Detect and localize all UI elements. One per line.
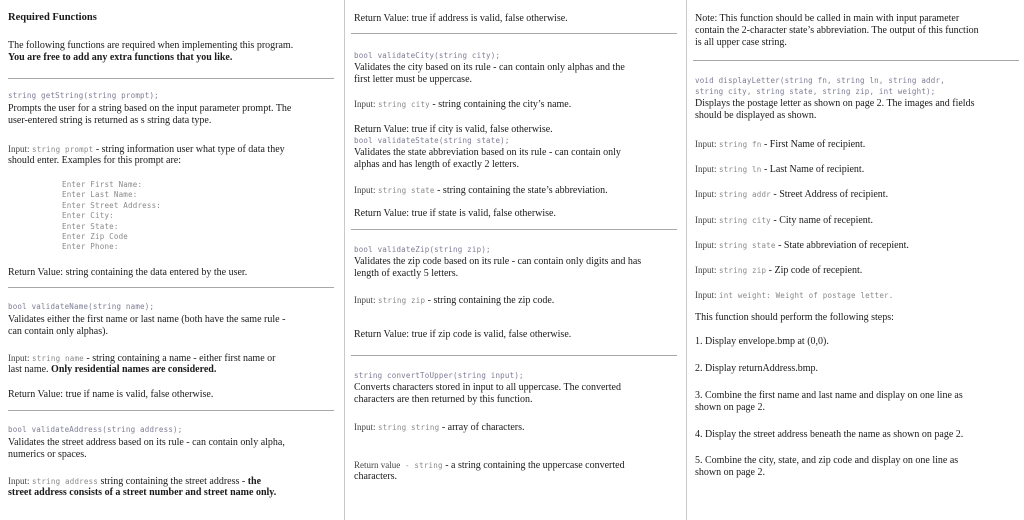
validatestate-description: Validates the state abbreviation based on its rule - can contain only bbox=[354, 147, 621, 158]
prompt-example: Enter Zip Code bbox=[62, 232, 129, 241]
displayletter-input: Input: string addr - Street Address of recipient. bbox=[695, 189, 889, 200]
validatestate-input: Input: string state - string containing the state’s abbreviation. bbox=[354, 185, 608, 196]
step-3: shown on page 2. bbox=[695, 402, 765, 413]
column-3 bbox=[686, 0, 1024, 520]
divider bbox=[351, 229, 677, 230]
divider bbox=[8, 287, 334, 288]
converttoupper-return-desc: characters. bbox=[354, 471, 398, 482]
column-1 bbox=[0, 0, 344, 520]
prompt-example: Enter Street Address: bbox=[62, 200, 162, 210]
displayletter-description: should be displayed as shown. bbox=[695, 110, 817, 121]
step-2: 2. Display returnAddress.bmp. bbox=[695, 363, 819, 374]
validatezip-return: Return Value: true if zip code is valid, false otherwise. bbox=[354, 329, 572, 340]
intro-text: The following functions are required when implementing this program. bbox=[8, 40, 294, 51]
validateaddress-description: Validates the street address based on its rule - can contain only alpha, bbox=[8, 437, 285, 448]
displayletter-input: Input: string fn - First Name of recipient. bbox=[695, 139, 866, 150]
converttoupper-description: characters are then returned by this function. bbox=[354, 394, 533, 405]
getstring-input: Input: string prompt - string information user what type of data they bbox=[8, 144, 285, 155]
validatestate-return: Return Value: true if state is valid, false otherwise. bbox=[354, 208, 556, 219]
validatename-signature: bool validateName(string name); bbox=[8, 302, 155, 311]
validatename-description: Validates either the first name or last name (both have the same rule - bbox=[8, 314, 286, 325]
prompt-example: Enter Phone: bbox=[62, 242, 119, 252]
address-return: Return Value: true if address is valid, false otherwise. bbox=[354, 13, 568, 24]
converttoupper-input: Input: string string - array of characters. bbox=[354, 422, 525, 433]
validatecity-signature: bool validateCity(string city); bbox=[354, 51, 501, 60]
validatezip-description: Validates the zip code based on its rule - can contain only digits and has bbox=[354, 256, 642, 267]
divider bbox=[8, 410, 334, 411]
getstring-signature: string getString(string prompt); bbox=[8, 91, 159, 100]
steps-intro: This function should perform the following steps: bbox=[695, 312, 894, 323]
validateaddress-signature: bool validateAddress(string address); bbox=[8, 425, 183, 434]
step-3: 3. Combine the first name and last name and display on one line as bbox=[695, 390, 963, 401]
prompt-example: Enter City: bbox=[62, 211, 114, 221]
displayletter-description: Displays the postage letter as shown on page 2. The images and fields bbox=[695, 98, 975, 109]
validatename-description: can contain only alphas). bbox=[8, 326, 108, 337]
displayletter-input: Input: string zip - Zip code of recepient. bbox=[695, 265, 863, 276]
note-text: contain the 2-character state’s abbreviation. The output of this function bbox=[695, 25, 979, 36]
converttoupper-description: Converts characters stored in input to all uppercase. The converted bbox=[354, 382, 621, 393]
validateaddress-input: Input: string address string containing the street address - the bbox=[8, 476, 262, 487]
validatestate-description: alphas and has length of exactly 2 letters. bbox=[354, 159, 519, 170]
section-heading: Required Functions bbox=[8, 12, 97, 23]
divider bbox=[693, 60, 1019, 61]
step-5: shown on page 2. bbox=[695, 467, 765, 478]
converttoupper-signature: string convertToUpper(string input); bbox=[354, 371, 524, 380]
step-5: 5. Combine the city, state, and zip code and display on one line as bbox=[695, 455, 959, 466]
validatezip-description: length of exactly 5 letters. bbox=[354, 268, 459, 279]
getstring-return: Return Value: string containing the data entered by the user. bbox=[8, 267, 248, 278]
intro-text-bold: You are free to add any extra functions that you like. bbox=[8, 52, 233, 63]
validatename-input-desc: last name. Only residential names are considered. bbox=[8, 364, 217, 375]
converttoupper-return: Return value - string - a string containing the uppercase converted bbox=[354, 460, 625, 471]
step-1: 1. Display envelope.bmp at (0,0). bbox=[695, 336, 829, 347]
getstring-description: Prompts the user for a string based on the input parameter prompt. The bbox=[8, 103, 292, 114]
validatecity-input: Input: string city - string containing the city’s name. bbox=[354, 99, 572, 110]
prompt-example: Enter Last Name: bbox=[62, 190, 138, 200]
displayletter-signature: void displayLetter(string fn, string ln, string addr, bbox=[695, 76, 945, 85]
validatestate-signature: bool validateState(string state); bbox=[354, 136, 510, 145]
validatezip-signature: bool validateZip(string zip); bbox=[354, 245, 491, 254]
displayletter-input: Input: string ln - Last Name of recipient. bbox=[695, 164, 865, 175]
getstring-input-desc: should enter. Examples for this prompt are: bbox=[8, 155, 182, 166]
column-2 bbox=[344, 0, 687, 520]
displayletter-input: Input: string state - State abbreviation of recepient. bbox=[695, 240, 909, 251]
note-text: is all upper case string. bbox=[695, 37, 787, 48]
validatecity-return: Return Value: true if city is valid, false otherwise. bbox=[354, 124, 553, 135]
divider bbox=[8, 78, 334, 79]
validatecity-description: Validates the city based on its rule - can contain only alphas and the bbox=[354, 62, 625, 73]
validateaddress-input-desc: street address consists of a street number and street name only. bbox=[8, 487, 277, 498]
note-text: Note: This function should be called in main with input parameter bbox=[695, 13, 960, 24]
prompt-example: Enter First Name: bbox=[62, 180, 143, 189]
displayletter-signature: string city, string state, string zip, int weight); bbox=[695, 87, 936, 96]
divider bbox=[351, 355, 677, 356]
step-4: 4. Display the street address beneath the name as shown on page 2. bbox=[695, 429, 964, 440]
displayletter-input: Input: string city - City name of recepient. bbox=[695, 215, 874, 226]
displayletter-input: Input: int weight: Weight of postage letter. bbox=[695, 290, 894, 300]
validatename-input: Input: string name - string containing a name - either first name or bbox=[8, 353, 276, 364]
divider bbox=[351, 33, 677, 34]
validatezip-input: Input: string zip - string containing the zip code. bbox=[354, 295, 555, 306]
validatecity-description: first letter must be uppercase. bbox=[354, 74, 473, 85]
validateaddress-description: numerics or spaces. bbox=[8, 449, 87, 460]
validatename-return: Return Value: true if name is valid, false otherwise. bbox=[8, 389, 214, 400]
getstring-description: user-entered string is returned as s string data type. bbox=[8, 115, 212, 126]
prompt-example: Enter State: bbox=[62, 221, 119, 231]
